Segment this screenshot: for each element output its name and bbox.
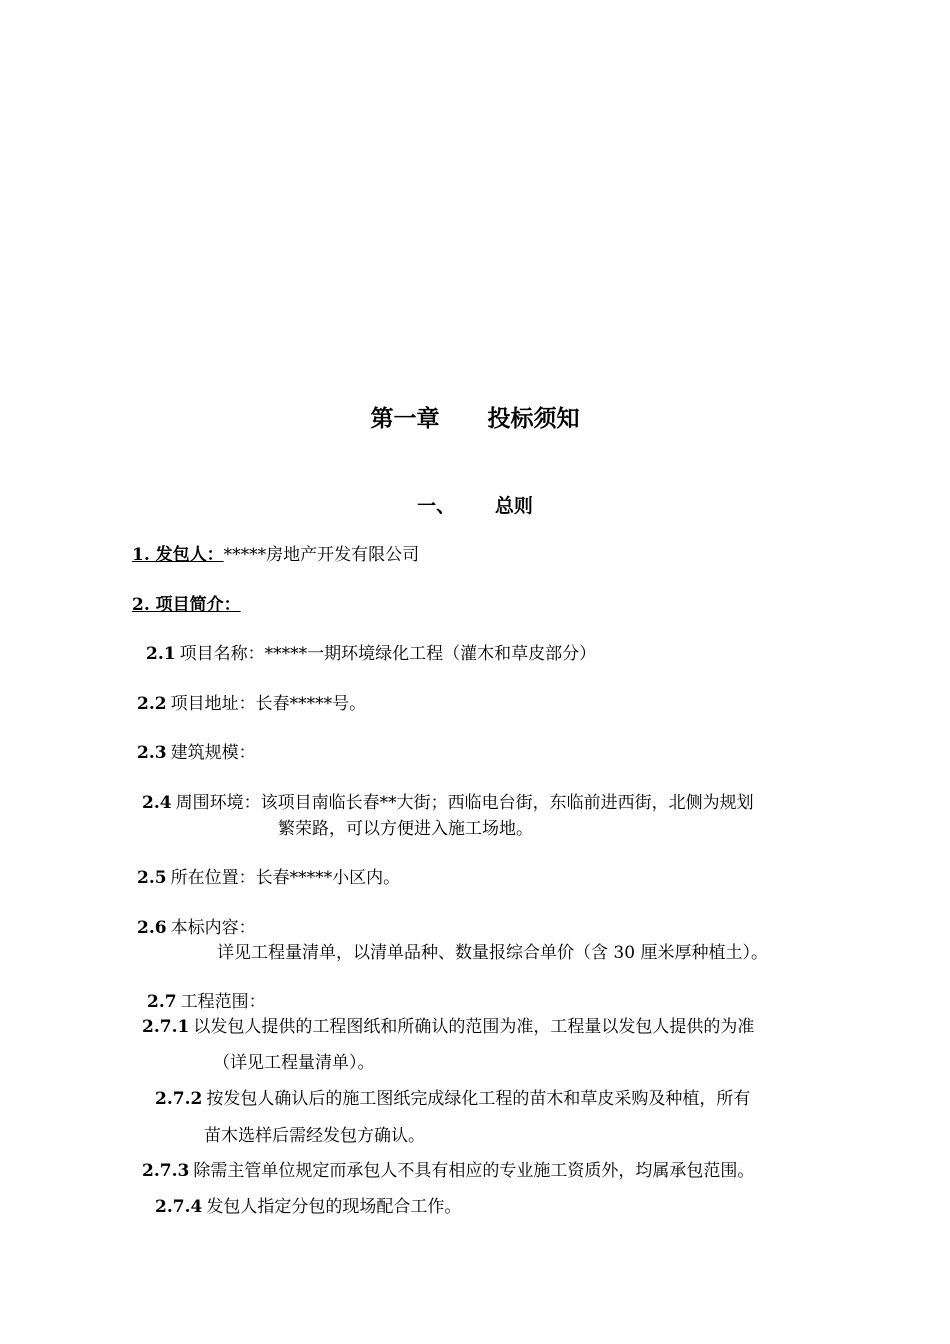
item-1-value: *****房地产开发有限公司 (223, 545, 420, 565)
item-2-7-3-text: 除需主管单位规定而承包人不具有相应的专业施工资质外，均属承包范围。 (193, 1161, 755, 1181)
item-2-7-text: 工程范围： (180, 992, 266, 1012)
item-2-5 (137, 867, 400, 889)
item-2-7-4-text: 发包人指定分包的现场配合工作。 (206, 1197, 462, 1217)
item-2-7-1-text: 以发包人提供的工程图纸和所确认的范围为准，工程量以发包人提供的为准 (193, 1017, 755, 1037)
item-2-7 (147, 991, 266, 1013)
item-2-4-continuation: 繁荣路，可以方便进入施工场地。 (278, 819, 533, 839)
item-1-label: 1. 发包人： (132, 545, 224, 565)
item-2-4 (142, 792, 754, 814)
item-2-1-text: 项目名称：*****一期环境绿化工程（灌木和草皮部分） (179, 644, 597, 664)
item-2-2-number: 2.2 (137, 694, 167, 714)
item-2-3-text: 建筑规模： (170, 743, 256, 763)
item-2-2-text: 项目地址：长春*****号。 (170, 694, 367, 714)
item-2-7-2-text: 按发包人确认后的施工图纸完成绿化工程的苗木和草皮采购及种植，所有 (206, 1089, 751, 1109)
item-2-4-number: 2.4 (142, 793, 172, 813)
section-title: 一、 总则 (417, 495, 533, 517)
item-2-7-1 (142, 1016, 754, 1038)
item-2-7-4 (155, 1196, 461, 1218)
item-2-2 (137, 693, 366, 715)
item-2-3 (137, 742, 256, 764)
item-2-7-number: 2.7 (147, 992, 177, 1012)
item-2-label: 2. 项目简介： (132, 595, 241, 615)
item-2-3-number: 2.3 (137, 743, 167, 763)
item-2-1-number: 2.1 (146, 644, 176, 664)
item-2-7-3 (142, 1160, 754, 1182)
item-2-7-2-continuation: 苗木选样后需经发包方确认。 (204, 1126, 425, 1146)
item-2-5-text: 所在位置：长春*****小区内。 (170, 868, 401, 888)
item-2-7-2 (155, 1088, 750, 1110)
item-2-6-text: 本标内容： (170, 918, 256, 938)
item-2-7-1-number: 2.7.1 (142, 1017, 190, 1037)
chapter-title: 第一章 投标须知 (370, 406, 580, 432)
item-2-7-1-continuation: （详见工程量清单）。 (213, 1053, 375, 1073)
item-2-6-continuation: 详见工程量清单，以清单品种、数量报综合单价（含 30 厘米厚种植土）。 (217, 943, 768, 963)
item-2-6 (137, 917, 256, 939)
item-2-4-text: 周围环境：该项目南临长春**大街；西临电台街，东临前进西街，北侧为规划 (175, 793, 754, 813)
item-2-7-2-number: 2.7.2 (155, 1089, 203, 1109)
item-2-7-3-number: 2.7.3 (142, 1161, 190, 1181)
item-2-6-number: 2.6 (137, 918, 167, 938)
item-2-7-4-number: 2.7.4 (155, 1197, 203, 1217)
item-2-5-number: 2.5 (137, 868, 167, 888)
item-1 (132, 544, 419, 566)
item-2-1 (146, 643, 596, 665)
